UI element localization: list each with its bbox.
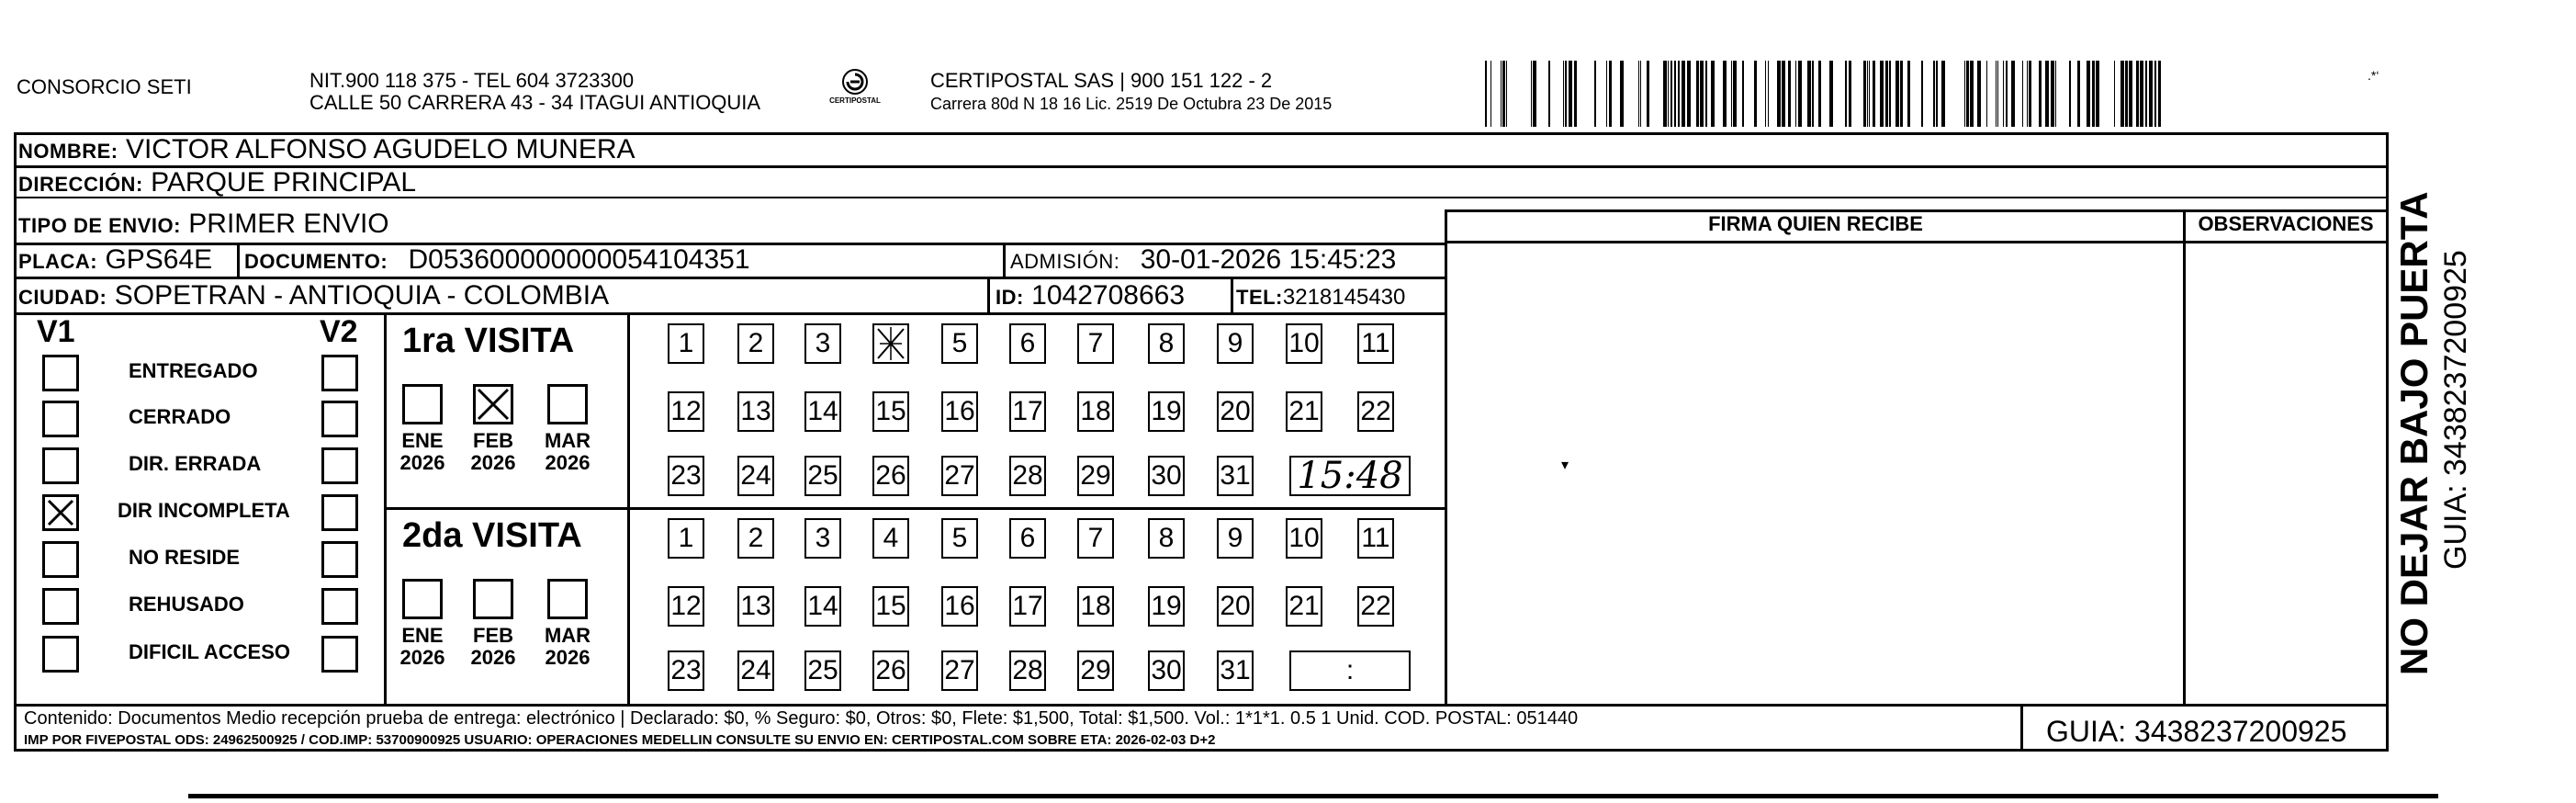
first-visit-day-29[interactable]: 29 <box>1077 456 1114 496</box>
first-visit-day-28[interactable]: 28 <box>1009 456 1046 496</box>
second-visit-month-caption <box>540 625 595 669</box>
barcode <box>1485 61 2162 127</box>
nombre-label: NOMBRE: <box>18 140 118 163</box>
first-visit-day-4[interactable] <box>872 323 909 364</box>
tel-value: 3218145430 <box>1282 285 1406 310</box>
second-visit-day-22[interactable]: 22 <box>1357 586 1394 627</box>
first-visit-day-30[interactable]: 30 <box>1148 456 1185 496</box>
first-visit-day-24[interactable]: 24 <box>737 456 774 496</box>
signature-dot: ▾ <box>1561 458 1569 473</box>
certipostal-logo <box>829 68 881 105</box>
ciudad-label: CIUDAD: <box>18 286 107 309</box>
side-warning: NO DEJAR BAJO PUERTA <box>2392 191 2435 675</box>
firma-heading: FIRMA QUIEN RECIBE <box>1708 212 1923 235</box>
first-visit-day-8[interactable]: 8 <box>1148 323 1185 364</box>
first-visit-day-31[interactable]: 31 <box>1217 456 1254 496</box>
v1-checkbox-4[interactable] <box>42 541 79 578</box>
status-option-label: DIR INCOMPLETA <box>118 499 290 522</box>
placa-label: PLACA: <box>18 250 98 273</box>
license-line: Carrera 80d N 18 16 Lic. 2519 De Octubra 23 De 2015 <box>930 95 1333 113</box>
first-visit-day-27[interactable]: 27 <box>941 456 978 496</box>
v2-label: V2 <box>320 314 358 349</box>
second-visit-day-12[interactable]: 12 <box>668 586 704 627</box>
address-line: CALLE 50 CARRERA 43 - 34 ITAGUI ANTIOQUIA <box>309 91 761 114</box>
contenido-line: Contenido: Documentos Medio recepción prueba de entrega: electrónico | Declarado: $0, % Seguro: $0, Otros: $0, Flete: $1,500, Total: $1,500. Vol.: 1*1*1. 0.5 1 Unid. COD. POSTAL: 051440 <box>24 708 1579 729</box>
second-visit-day-29[interactable]: 29 <box>1077 650 1114 691</box>
second-visit-month-caption <box>395 625 450 669</box>
tel-label: TEL: <box>1236 286 1283 309</box>
footer-guia: GUIA: 3438237200925 <box>2046 715 2347 748</box>
month-label: FEB <box>473 429 513 452</box>
year-label: 2026 <box>470 646 516 669</box>
second-visit-day-13[interactable]: 13 <box>737 586 774 627</box>
second-visit-day-31[interactable]: 31 <box>1217 650 1254 691</box>
first-visit-day-6[interactable]: 6 <box>1009 323 1046 364</box>
second-visit-day-21[interactable]: 21 <box>1286 586 1322 627</box>
second-visit-day-18[interactable]: 18 <box>1077 586 1114 627</box>
nombre-field <box>18 134 636 167</box>
observaciones-heading: OBSERVACIONES <box>2198 212 2374 235</box>
v1-checkbox-3[interactable] <box>42 494 79 531</box>
first-visit-day-22[interactable]: 22 <box>1357 391 1394 432</box>
first-visit-time-box[interactable]: 15:48 <box>1289 456 1411 496</box>
v1-checkbox-1[interactable] <box>42 401 79 437</box>
year-label: 2026 <box>545 646 591 669</box>
tel-field <box>1236 282 1405 313</box>
v2-checkbox-2[interactable] <box>321 447 358 484</box>
scan-edge <box>188 794 2438 798</box>
first-visit-month-caption <box>540 430 595 474</box>
month-label: FEB <box>473 624 513 647</box>
second-visit-day-8[interactable]: 8 <box>1148 518 1185 559</box>
month-label: MAR <box>544 624 591 647</box>
status-option-label: NO RESIDE <box>129 546 241 569</box>
first-visit-month-checkbox-feb[interactable] <box>473 384 513 424</box>
admision-value: 30-01-2026 15:45:23 <box>1140 244 1397 275</box>
first-visit-day-3[interactable]: 3 <box>804 323 841 364</box>
second-visit-day-23[interactable]: 23 <box>668 650 704 691</box>
v1-checkbox-5[interactable] <box>42 588 79 625</box>
second-visit-day-11[interactable]: 11 <box>1357 518 1394 559</box>
year-label: 2026 <box>399 451 445 474</box>
second-visit-day-16[interactable]: 16 <box>941 586 978 627</box>
direccion-label: DIRECCIÓN: <box>18 173 143 196</box>
status-option-label: ENTREGADO <box>129 359 258 382</box>
first-visit-day-14[interactable]: 14 <box>804 391 841 432</box>
month-label: ENE <box>401 624 444 647</box>
ciudad-value: SOPETRAN - ANTIOQUIA - COLOMBIA <box>114 280 610 311</box>
year-label: 2026 <box>470 451 516 474</box>
corner-mark: .*‘ <box>2368 68 2379 83</box>
first-visit-label: 1ra VISITA <box>402 322 575 360</box>
second-visit-day-9[interactable]: 9 <box>1217 518 1254 559</box>
v2-checkbox-0[interactable] <box>321 355 358 391</box>
first-visit-day-25[interactable]: 25 <box>804 456 841 496</box>
second-visit-day-5[interactable]: 5 <box>941 518 978 559</box>
second-visit-day-15[interactable]: 15 <box>872 586 909 627</box>
admision-label: ADMISIÓN: <box>1010 250 1120 273</box>
v1-checkbox-2[interactable] <box>42 447 79 484</box>
first-visit-day-18[interactable]: 18 <box>1077 391 1114 432</box>
tipo-value: PRIMER ENVIO <box>188 209 389 239</box>
second-visit-day-19[interactable]: 19 <box>1148 586 1185 627</box>
second-visit-day-6[interactable]: 6 <box>1009 518 1046 559</box>
ciudad-field <box>18 280 609 313</box>
first-visit-day-20[interactable]: 20 <box>1217 391 1254 432</box>
documento-value: D053600000000054104351 <box>408 244 750 275</box>
id-value: 1042708663 <box>1031 280 1186 311</box>
v2-checkbox-3[interactable] <box>321 494 358 531</box>
first-visit-day-2[interactable]: 2 <box>737 323 774 364</box>
status-option-label: REHUSADO <box>129 593 244 616</box>
second-visit-month-checkbox-feb[interactable] <box>473 579 513 619</box>
tipo-field <box>18 209 389 242</box>
second-visit-day-26[interactable]: 26 <box>872 650 909 691</box>
second-visit-day-24[interactable]: 24 <box>737 650 774 691</box>
second-visit-day-3[interactable]: 3 <box>804 518 841 559</box>
imp-line: IMP POR FIVEPOSTAL ODS: 24962500925 / COD.IMP: 53700900925 USUARIO: OPERACIONES MEDELLIN CONSULTE SU ENVIO EN: CERTIPOSTAL.COM SOBRE ETA: 2026-02-03 D+2 <box>24 732 1216 748</box>
second-visit-time-box[interactable]: : <box>1289 650 1411 691</box>
direccion-value: PARQUE PRINCIPAL <box>151 167 417 198</box>
first-visit-month-caption <box>466 430 521 474</box>
first-visit-month-checkbox-ene[interactable] <box>402 384 443 424</box>
year-label: 2026 <box>399 646 445 669</box>
v2-checkbox-6[interactable] <box>321 636 358 673</box>
nit-line: NIT.900 118 375 - TEL 604 3723300 <box>309 69 635 92</box>
second-visit-day-28[interactable]: 28 <box>1009 650 1046 691</box>
first-visit-day-5[interactable]: 5 <box>941 323 978 364</box>
nombre-value: VICTOR ALFONSO AGUDELO MUNERA <box>125 134 636 164</box>
first-visit-day-12[interactable]: 12 <box>668 391 704 432</box>
first-visit-day-9[interactable]: 9 <box>1217 323 1254 364</box>
second-visit-label: 2da VISITA <box>402 516 582 555</box>
first-visit-day-13[interactable]: 13 <box>737 391 774 432</box>
status-option-label: CERRADO <box>129 405 231 428</box>
first-visit-day-16[interactable]: 16 <box>941 391 978 432</box>
second-visit-day-10[interactable]: 10 <box>1286 518 1322 559</box>
first-visit-day-1[interactable]: 1 <box>668 323 704 364</box>
placa-value: GPS64E <box>105 244 213 275</box>
first-visit-month-checkbox-mar[interactable] <box>547 384 588 424</box>
placa-field <box>18 244 212 277</box>
first-visit-day-17[interactable]: 17 <box>1009 391 1046 432</box>
second-visit-day-17[interactable]: 17 <box>1009 586 1046 627</box>
side-guia: GUIA: 3438237200925 <box>2438 250 2473 570</box>
first-visit-day-23[interactable]: 23 <box>668 456 704 496</box>
first-visit-day-21[interactable]: 21 <box>1286 391 1322 432</box>
id-label: ID: <box>996 286 1024 309</box>
logo-caption: CERTIPOSTAL <box>829 96 881 105</box>
direccion-field <box>18 167 416 200</box>
second-visit-day-25[interactable]: 25 <box>804 650 841 691</box>
tipo-label: TIPO DE ENVIO: <box>18 214 181 237</box>
second-visit-day-27[interactable]: 27 <box>941 650 978 691</box>
v2-checkbox-5[interactable] <box>321 588 358 625</box>
second-visit-day-4[interactable]: 4 <box>872 518 909 559</box>
second-visit-day-30[interactable]: 30 <box>1148 650 1185 691</box>
year-label: 2026 <box>545 451 591 474</box>
second-visit-day-7[interactable]: 7 <box>1077 518 1114 559</box>
second-visit-month-checkbox-ene[interactable] <box>402 579 443 619</box>
id-field <box>996 280 1185 313</box>
v1-checkbox-6[interactable] <box>42 636 79 673</box>
second-visit-day-14[interactable]: 14 <box>804 586 841 627</box>
second-visit-day-1[interactable]: 1 <box>668 518 704 559</box>
first-visit-day-11[interactable]: 11 <box>1357 323 1394 364</box>
first-visit-day-26[interactable]: 26 <box>872 456 909 496</box>
v1-label: V1 <box>37 314 75 349</box>
first-visit-day-10[interactable]: 10 <box>1286 323 1322 364</box>
first-visit-day-19[interactable]: 19 <box>1148 391 1185 432</box>
second-visit-month-caption <box>466 625 521 669</box>
admision-field <box>1010 244 1396 277</box>
v1-checkbox-0[interactable] <box>42 355 79 391</box>
month-label: ENE <box>401 429 444 452</box>
status-option-label: DIR. ERRADA <box>129 452 262 475</box>
company-name: CONSORCIO SETI <box>17 75 192 98</box>
v2-checkbox-4[interactable] <box>321 541 358 578</box>
second-visit-month-checkbox-mar[interactable] <box>547 579 588 619</box>
first-visit-month-caption <box>395 430 450 474</box>
documento-label: DOCUMENTO: <box>244 250 388 273</box>
documento-field <box>244 244 750 277</box>
first-visit-day-15[interactable]: 15 <box>872 391 909 432</box>
v2-checkbox-1[interactable] <box>321 401 358 437</box>
month-label: MAR <box>544 429 591 452</box>
second-visit-day-2[interactable]: 2 <box>737 518 774 559</box>
certipostal-line: CERTIPOSTAL SAS | 900 151 122 - 2 <box>930 69 1273 92</box>
second-visit-day-20[interactable]: 20 <box>1217 586 1254 627</box>
first-visit-day-7[interactable]: 7 <box>1077 323 1114 364</box>
status-option-label: DIFICIL ACCESO <box>129 640 291 663</box>
